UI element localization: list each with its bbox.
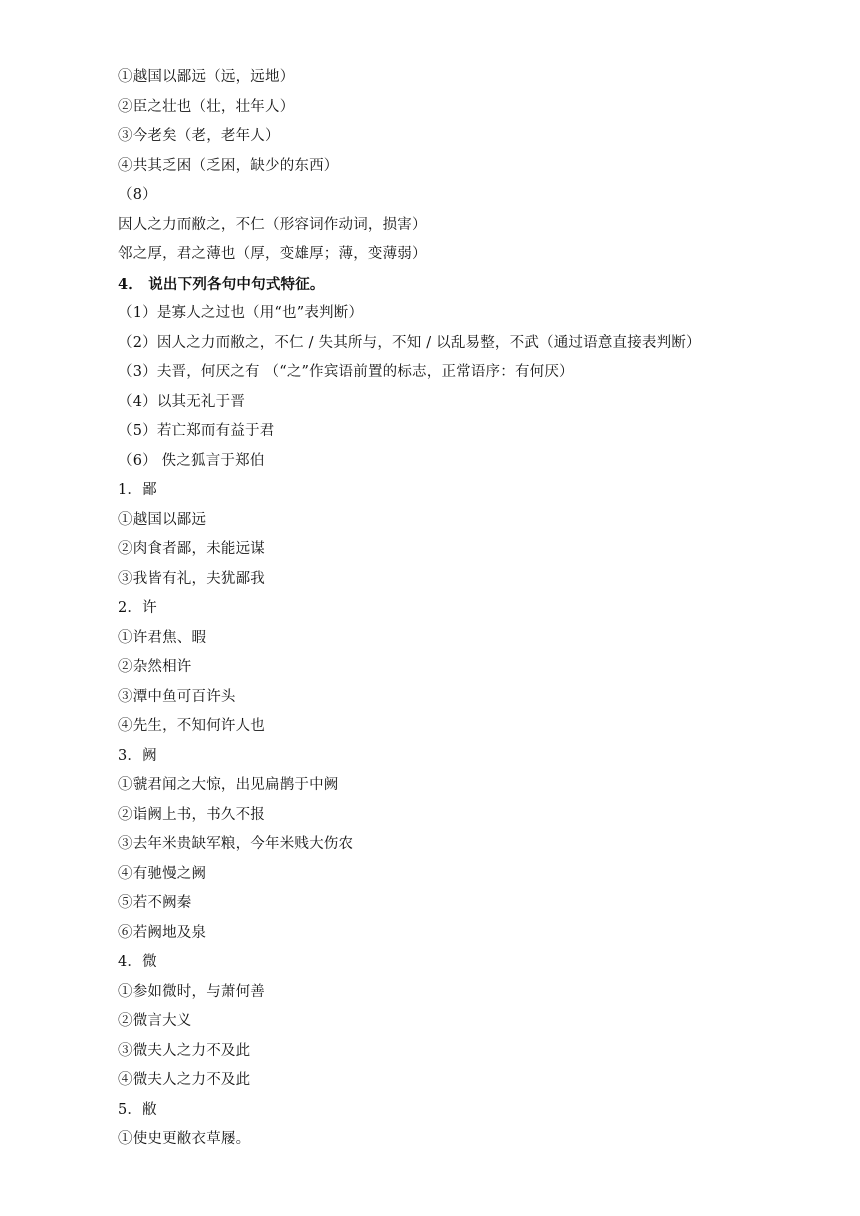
- text-line: ⑤若不阙秦: [118, 895, 192, 911]
- text-line: 2．许: [118, 600, 157, 616]
- text-line: （4）以其无礼于晋: [118, 393, 246, 410]
- text-line: ②诣阙上书，书久不报: [118, 806, 265, 823]
- text-line: ③去年米贵缺军粮，今年米贱大伤农: [118, 836, 354, 852]
- document-body: [118, 63, 818, 1155]
- text-line: 4．微: [118, 954, 157, 970]
- text-line: （6） 佚之狐言于郑伯: [118, 452, 265, 469]
- text-line: ①越国以鄙远: [118, 511, 207, 528]
- text-line: ②臣之壮也（壮，壮年人）: [118, 98, 295, 115]
- text-line: ①虢君闻之大惊，出见扁鹊于中阙: [118, 777, 339, 793]
- text-line: ①参如微时，与萧何善: [118, 983, 265, 1000]
- text-line: ②肉食者鄙，未能远谋: [118, 541, 265, 557]
- text-line: 4． 说出下列各句中句式特征。: [118, 275, 325, 293]
- text-line: （3）夫晋，何厌之有 （“之”作宾语前置的标志，正常语序：有何厌）: [118, 364, 574, 380]
- text-line: 邻之厚，君之薄也（厚，变雄厚；薄，变薄弱）: [118, 246, 427, 262]
- text-line: 1．鄙: [118, 482, 157, 498]
- text-line: ①使史更敝衣草屦。: [118, 1131, 251, 1147]
- text-line: ④微夫人之力不及此: [118, 1072, 251, 1088]
- text-line: ④先生，不知何许人也: [118, 718, 265, 734]
- text-line: （1）是寡人之过也（用“也”表判断）: [118, 305, 364, 321]
- text-line: 因人之力而敝之，不仁（形容词作动词，损害）: [118, 216, 427, 233]
- text-line: ③今老矣（老，老年人）: [118, 128, 280, 144]
- text-line: ③我皆有礼，夫犹鄙我: [118, 570, 265, 587]
- text-line: ③潭中鱼可百许头: [118, 688, 236, 705]
- text-line: ③微夫人之力不及此: [118, 1042, 251, 1059]
- text-line: ①越国以鄙远（远，远地）: [118, 69, 295, 85]
- text-line: ⑥若阙地及泉: [118, 924, 207, 941]
- text-line: （5）若亡郑而有益于君: [118, 423, 275, 439]
- text-line: 3．阙: [118, 747, 157, 764]
- text-line: ④有驰慢之阙: [118, 865, 207, 882]
- text-line: 5．敝: [118, 1101, 157, 1118]
- text-line: （2）因人之力而敝之，不仁 / 失其所与，不知 / 以乱易整，不武（通过语意直接表判断）: [118, 334, 701, 351]
- text-line: ①许君焦、暇: [118, 629, 207, 646]
- text-line: （8）: [118, 187, 157, 203]
- text-line: ④共其乏困（乏困，缺少的东西）: [118, 157, 339, 174]
- text-line: ②杂然相许: [118, 659, 192, 675]
- text-line: ②微言大义: [118, 1013, 192, 1029]
